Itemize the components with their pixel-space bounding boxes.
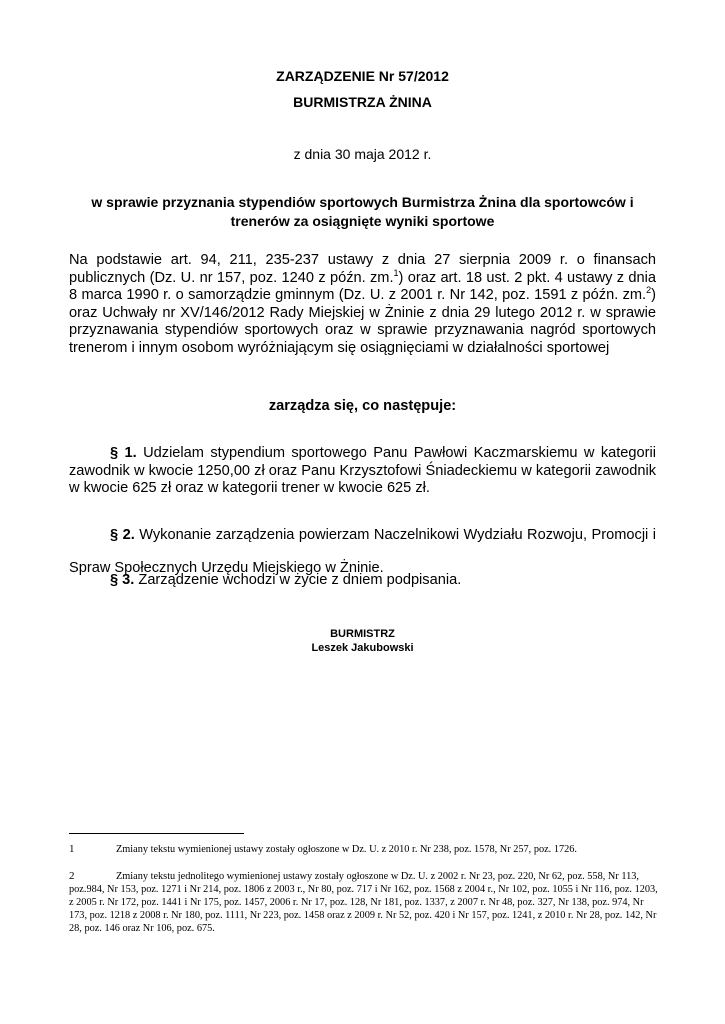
footnote-2-number: 2 [69, 870, 75, 882]
decree-subject [60, 193, 665, 231]
decree-title: ZARZĄDZENIE Nr 57/2012 [276, 68, 449, 84]
subject-line-1: w sprawie przyznania stypendiów sportowych Burmistrza Żnina dla sportowców i [91, 194, 634, 210]
section-3-text: Zarządzenie wchodzi w życie z dniem podpisania. [134, 572, 462, 588]
legal-basis-paragraph [69, 252, 656, 357]
legal-basis-part-2: ) oraz art. 18 ust. 2 pkt. 4 ustawy z dnia 8 marca 1990 r. o samorządzie gminnym (Dz. U. z 2001 r. Nr 142, poz. 1591 z późn. zm. [69, 269, 656, 303]
section-1 [69, 445, 656, 498]
footnote-ref-2: 2 [646, 285, 652, 296]
section-1-label: § 1. [110, 445, 137, 461]
footnote-separator [69, 833, 244, 834]
footnote-1 [69, 843, 659, 856]
decree-date: z dnia 30 maja 2012 r. [293, 146, 432, 162]
section-2-label: § 2. [110, 527, 135, 543]
decree-heading: zarządza się, co następuje: [268, 398, 457, 414]
section-2-text: Wykonanie zarządzenia powierzam Naczelnikowi Wydziału Rozwoju, Promocji i Spraw Społecznych Urzędu Miejskiego w Żninie. [69, 527, 656, 576]
section-1-text: Udzielam stypendium sportowego Panu Pawłowi Kaczmarskiemu w kategorii zawodnik w kwocie 1250,00 zł oraz Panu Krzysztofowi Śniadeckiemu w kategorii zawodnik w kwocie 625 zł oraz w kategorii trener w kwocie 625 zł. [69, 445, 656, 496]
signature-block [60, 627, 665, 655]
footnote-1-text: Zmiany tekstu wymienionej ustawy zostały ogłoszone w Dz. U. z 2010 r. Nr 238, poz. 1578, Nr 257, poz. 1726. [116, 844, 577, 855]
signature-role: BURMISTRZ [330, 628, 395, 640]
footnote-2-text: Zmiany tekstu jednolitego wymienionej ustawy zostały ogłoszone w Dz. U. z 2002 r. Nr 23, poz. 220, Nr 62, poz. 558, Nr 113, poz.984, Nr 153, poz. 1271 i Nr 214, poz. 1806 z 2003 r., Nr 80, poz. 717 i Nr 162, poz. 1568 z 2004 r., Nr 102, poz. 1055 i Nr 116, poz. 1203, z 2005 r. Nr 172, poz. 1441 i Nr 175, poz. 1457, 2006 r. Nr 17, poz. 128, Nr 181, poz. 1337, z 2007 r. Nr 48, poz. 327, Nr 138, poz. 974, Nr 173, poz. 1218 z 2008 r. Nr 180, poz. 1111, Nr 223, poz. 1458 oraz z 2009 r. Nr 52, poz. 420 i Nr 157, poz. 1241, z 2010 r. Nr 28, poz. 142, Nr 28, poz. 146 oraz Nr 106, poz. 675. [69, 871, 658, 934]
signature-name: Leszek Jakubowski [311, 642, 414, 654]
footnote-2 [69, 870, 659, 935]
legal-basis-part-1: Na podstawie art. 94, 211, 235-237 ustawy z dnia 27 sierpnia 2009 r. o finansach publicznych (Dz. U. nr 157, poz. 1240 z późn. zm. [69, 252, 656, 286]
legal-basis-part-3: ) oraz Uchwały nr XV/146/2012 Rady Miejskiej w Żninie z dnia 29 lutego 2012 r. w sprawie przyznawania stypendiów sportowych oraz w sprawie przyznawania nagród sportowych trenerom i innym osobom wyróżniającym się osiągnięciami w działalności sportowej [69, 287, 656, 356]
section-3-label: § 3. [110, 572, 135, 588]
subject-line-2: trenerów za osiągnięte wyniki sportowe [230, 213, 495, 229]
section-3 [69, 572, 656, 590]
footnote-1-number: 1 [69, 843, 75, 855]
footnote-ref-1: 1 [393, 267, 399, 278]
issuer-title: BURMISTRZA ŻNINA [293, 94, 432, 110]
